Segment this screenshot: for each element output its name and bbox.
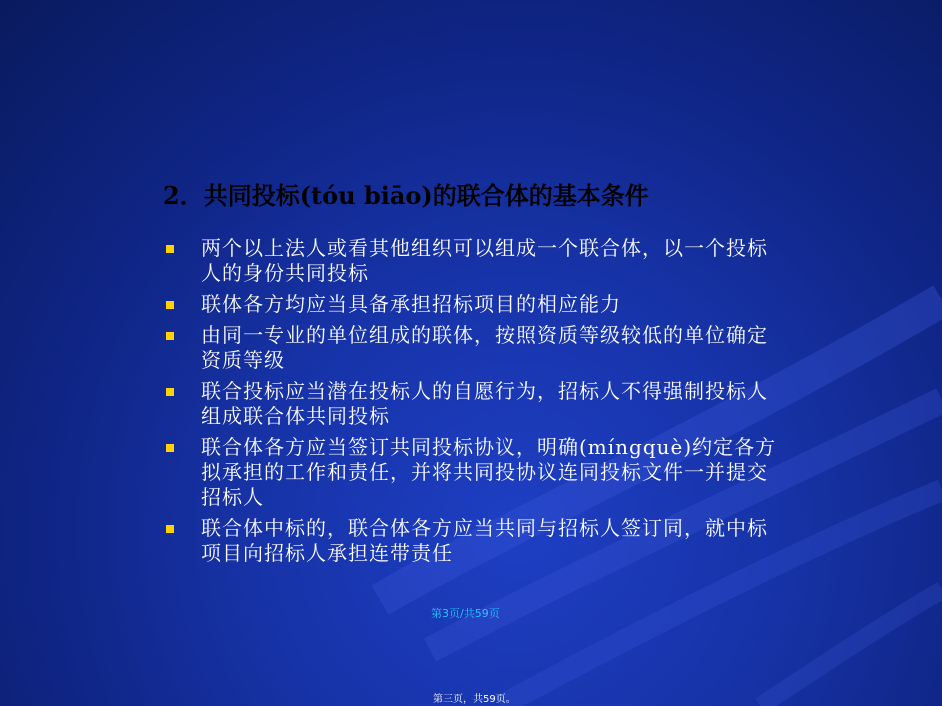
list-item [163, 379, 783, 429]
square-bullet-icon [166, 525, 174, 533]
bullet-text: 联体各方均应当具备承担招标项目的相应能力 [201, 292, 621, 316]
bullet-text: 由同一专业的单位组成的联体，按照资质等级较低的单位确定资质等级 [201, 323, 768, 372]
footer-page-note: 第三页，共59页。 [433, 694, 516, 705]
page-number: 第3页/共59页 [431, 607, 500, 620]
list-item [163, 323, 783, 373]
square-bullet-icon [166, 332, 174, 340]
square-bullet-icon [166, 444, 174, 452]
list-item [163, 292, 783, 317]
square-bullet-icon [166, 388, 174, 396]
list-item [163, 236, 783, 286]
slide-title: 2．共同投标(tóu biāo)的联合体的基本条件 [163, 181, 649, 210]
bullet-text: 两个以上法人或看其他组织可以组成一个联合体，以一个投标人的身份共同投标 [201, 236, 768, 285]
square-bullet-icon [166, 301, 174, 309]
list-item [163, 516, 783, 566]
square-bullet-icon [166, 245, 174, 253]
bullet-text: 联合体中标的，联合体各方应当共同与招标人签订同，就中标项目向招标人承担连带责任 [201, 516, 768, 565]
bullet-list [163, 236, 783, 572]
bullet-text: 联合投标应当潜在投标人的自愿行为，招标人不得强制投标人组成联合体共同投标 [201, 379, 768, 428]
list-item [163, 435, 783, 510]
bullet-text: 联合体各方应当签订共同投标协议，明确(míngquè)约定各方拟承担的工作和责任，并将共同投协议连同投标文件一并提交招标人 [201, 435, 777, 509]
